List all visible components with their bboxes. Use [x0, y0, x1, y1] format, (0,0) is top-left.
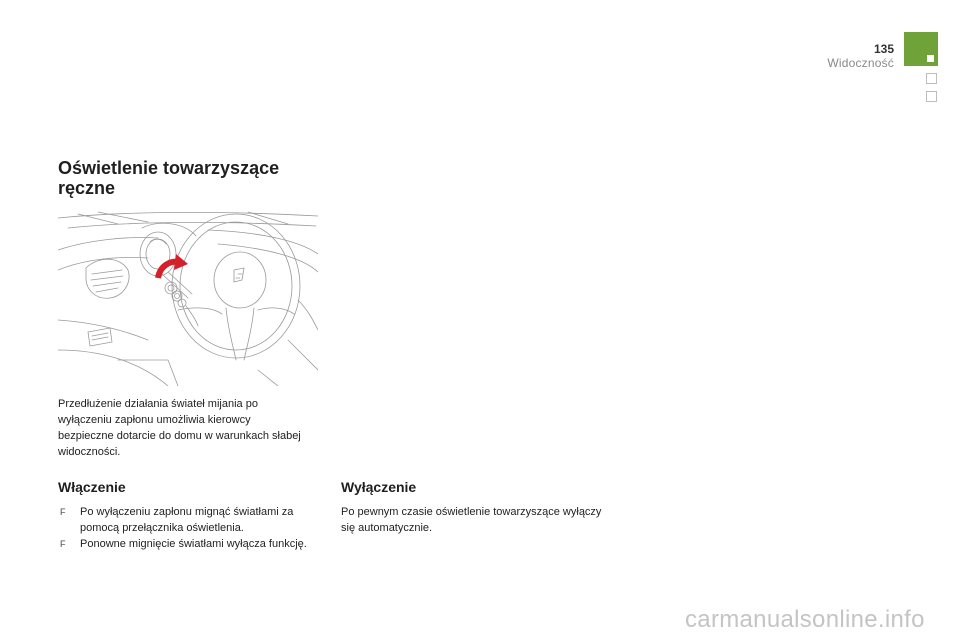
- chapter-tab[interactable]: [926, 73, 937, 84]
- list-item-text: Ponowne mignięcie światłami wyłącza funkcję.: [80, 538, 307, 550]
- enable-list: [58, 504, 318, 552]
- page-title: [58, 158, 328, 198]
- bullet-icon: F: [60, 539, 66, 549]
- title-line: Oświetlenie towarzyszące: [58, 158, 280, 178]
- dashboard-illustration: [58, 210, 318, 386]
- title-line: ręczne: [58, 178, 116, 198]
- list-item: [58, 504, 318, 536]
- disable-heading: Wyłączenie: [341, 479, 417, 495]
- section-name: Widoczność: [827, 56, 894, 70]
- list-item-text: Po wyłączeniu zapłonu mignąć światłami za pomocą przełącznika oświetlenia.: [80, 506, 294, 534]
- list-item: [58, 536, 318, 552]
- tab-marker-icon: [927, 55, 934, 62]
- disable-paragraph: Po pewnym czasie oświetlenie towarzyszące wyłączy się automatycznie.: [341, 506, 602, 534]
- intro-paragraph: Przedłużenie działania świateł mijania po wyłączeniu zapłonu umożliwia kierowcy bezpieczne dotarcie do domu w warunkach słabej widoczności.: [58, 398, 301, 458]
- enable-heading: Włączenie: [58, 479, 126, 495]
- bullet-icon: F: [60, 507, 66, 517]
- watermark: carmanualsonline.info: [685, 606, 925, 633]
- page-number: 135: [873, 42, 894, 56]
- chapter-tab[interactable]: [926, 91, 937, 102]
- chapter-tab-active[interactable]: [904, 32, 938, 66]
